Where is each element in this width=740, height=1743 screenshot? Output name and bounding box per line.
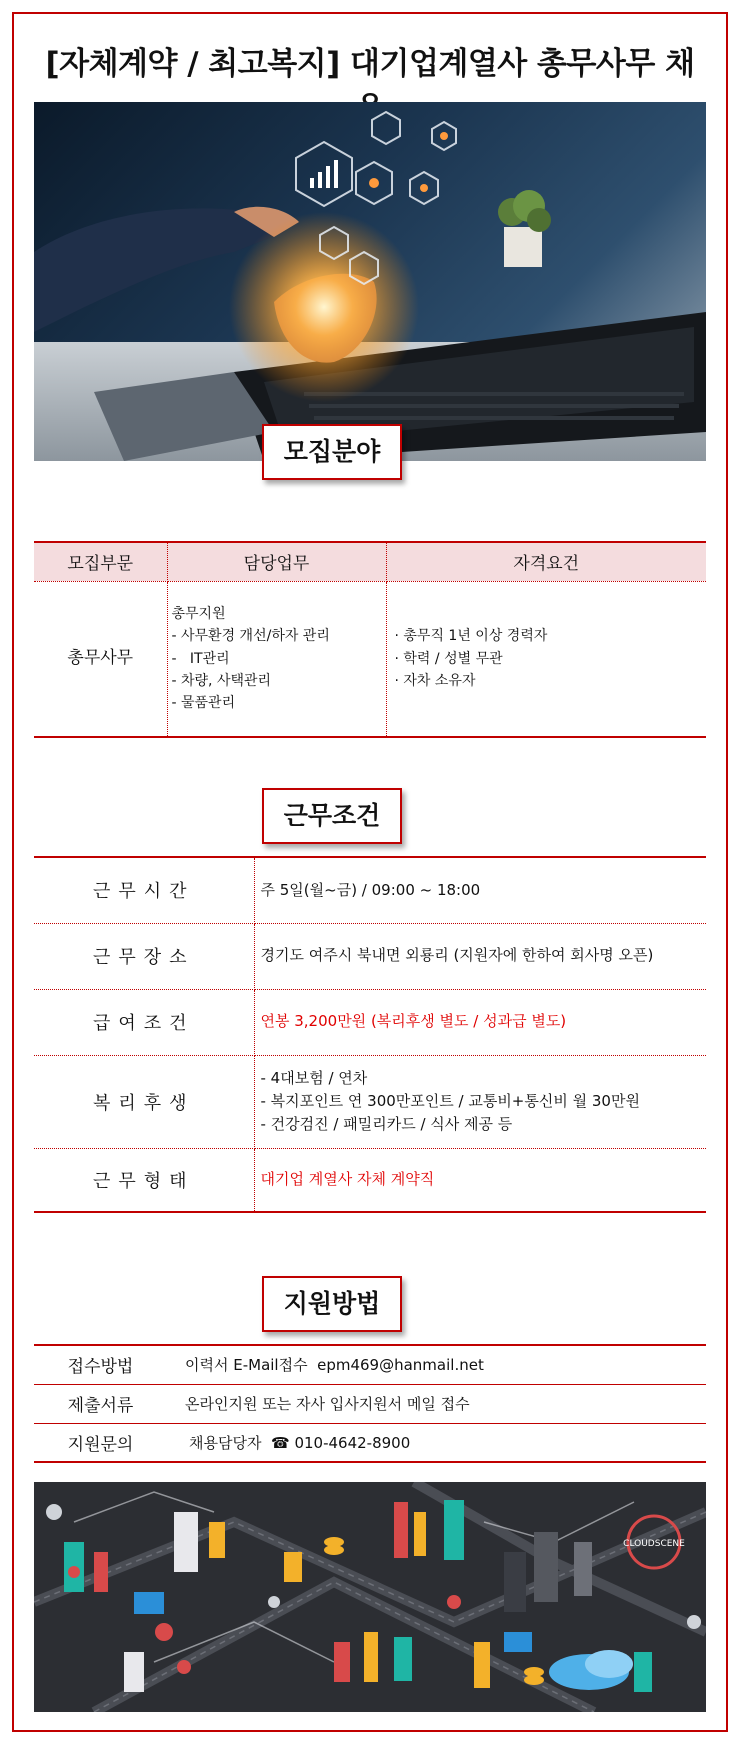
hours-value: 주 5일(월~금) / 09:00 ~ 18:00 [254, 857, 706, 923]
duty-item: - IT관리 [171, 650, 230, 667]
conditions-table [34, 856, 706, 1213]
apply-table [34, 1344, 706, 1463]
table-row [34, 989, 706, 1055]
table-row [34, 1055, 706, 1148]
duty-item: - 물품관리 [171, 695, 236, 712]
table-row [34, 923, 706, 989]
section-title-recruit: 모집분야 [262, 424, 402, 480]
table-header: 자격요건 [386, 542, 706, 581]
contact-value: 채용담당자 ☎ 010-4642-8900 [189, 1433, 411, 1452]
recruit-duties [167, 581, 386, 737]
section-title-conditions: 근무조건 [262, 788, 402, 844]
duty-item: - 차량, 사택관리 [171, 672, 272, 689]
hero-image [34, 102, 706, 461]
section-title-apply: 지원방법 [262, 1276, 402, 1332]
table-row [34, 1384, 706, 1423]
welfare-item: - 건강검진 / 패밀리카드 / 식사 제공 등 [260, 1115, 513, 1134]
recruit-requirements [386, 581, 706, 737]
page-title: [자체계약 / 최고복지] 대기업계열사 총무사무 채 [45, 46, 695, 82]
duty-item: 총무지원 [171, 605, 226, 622]
welfare-item: - 4대보험 / 연차 [260, 1068, 368, 1087]
recruit-table [34, 541, 706, 738]
docs-value: 온라인지원 또는 자사 입사지원서 메일 접수 [167, 1384, 706, 1423]
welfare-value [254, 1055, 706, 1148]
footer-image [34, 1482, 706, 1712]
duty-item: - 사무환경 개선/하자 관리 [171, 628, 330, 645]
location-label: 근무장소 [34, 923, 254, 989]
table-header: 모집부문 [34, 542, 167, 581]
salary-value: 연봉 3,200만원 (복리후생 별도 / 성과급 별도) [254, 989, 706, 1055]
requirement-item: · 자차 소유자 [394, 672, 476, 689]
cloud-badge-text: CLOUDSCENE [623, 1539, 685, 1549]
table-row [34, 1345, 706, 1384]
table-row [34, 857, 706, 923]
method-label: 접수방법 [34, 1345, 167, 1384]
contact-label: 지원문의 [67, 1434, 134, 1455]
method-value: 이력서 E-Mail접수 epm469@hanmail.net [167, 1345, 706, 1384]
requirement-item: · 총무직 1년 이상 경력자 [394, 628, 548, 645]
table-header: 담당업무 [167, 542, 386, 581]
recruit-category: 총무사무 [34, 581, 167, 737]
salary-label: 급여조건 [34, 989, 254, 1055]
location-value: 경기도 여주시 북내면 외룡리 (지원자에 한하여 회사명 오픈) [254, 923, 706, 989]
requirement-item: · 학력 / 성별 무관 [394, 650, 503, 667]
table-row [34, 581, 706, 737]
table-row [34, 1148, 706, 1212]
welfare-label: 복리후생 [34, 1055, 254, 1148]
docs-label: 제출서류 [34, 1384, 167, 1423]
table-row [34, 1423, 706, 1462]
welfare-item: - 복지포인트 연 300만포인트 / 교통비+통신비 월 30만원 [260, 1091, 640, 1110]
type-value: 대기업 계열사 자체 계약직 [260, 1170, 435, 1189]
table-header-row [34, 542, 706, 581]
hours-label: 근무시간 [34, 857, 254, 923]
type-label: 근무형태 [34, 1148, 254, 1212]
